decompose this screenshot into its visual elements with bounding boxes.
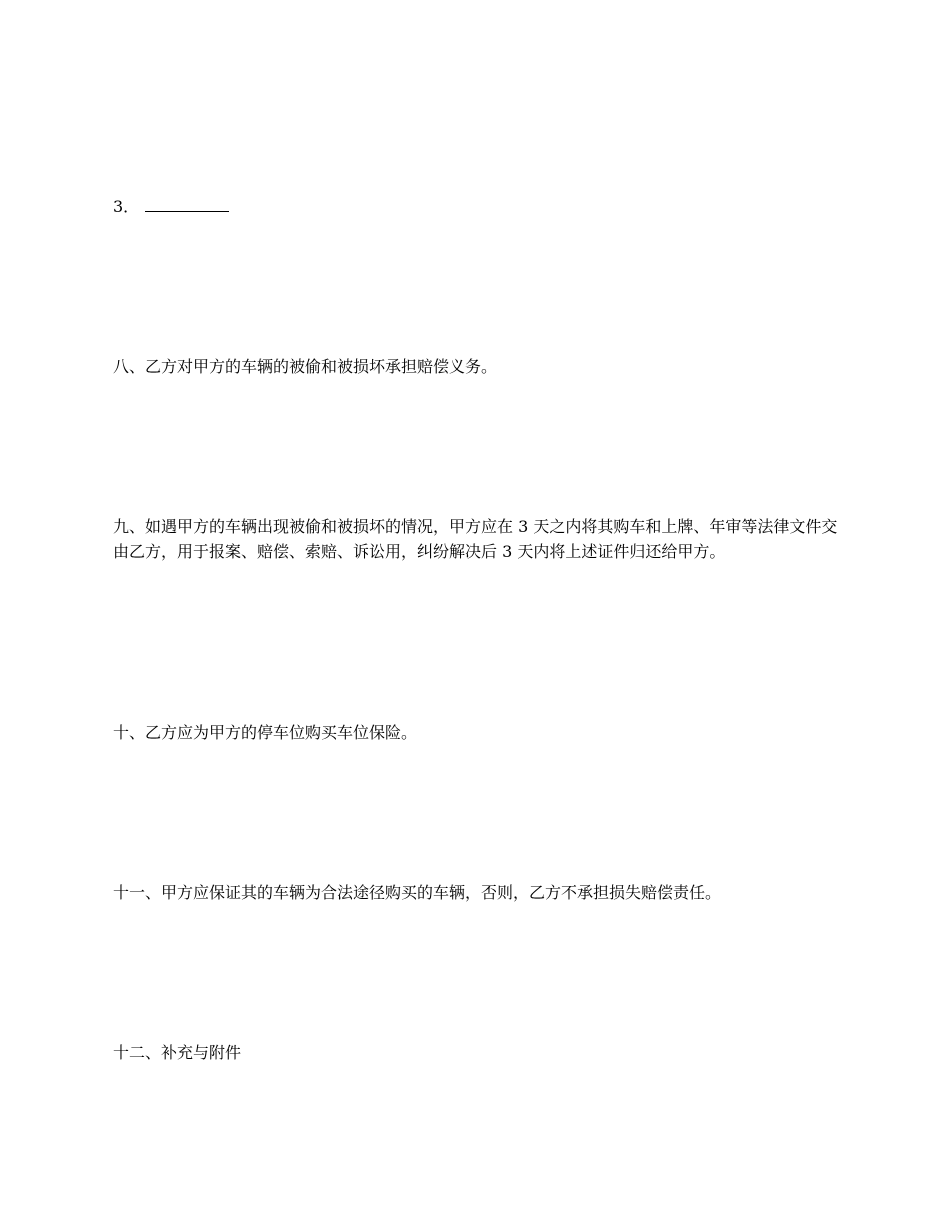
numbered-item-3	[113, 194, 843, 219]
item-3-label: 3．	[113, 197, 140, 216]
clause-10: 十、乙方应为甲方的停车位购买车位保险。	[113, 723, 418, 742]
fill-in-blank-line	[145, 196, 229, 212]
clause-8: 八、乙方对甲方的车辆的被偷和被损坏承担赔偿义务。	[113, 357, 498, 376]
clause-11: 十一、甲方应保证其的车辆为合法途径购买的车辆，否则，乙方不承担损失赔偿责任。	[113, 883, 722, 902]
clause-9: 九、如遇甲方的车辆出现被偷和被损坏的情况，甲方应在 3 天之内将其购车和上牌、年审等法律文件交由乙方，用于报案、赔偿、索赔、诉讼用，纠纷解决后 3 天内将上述证件归还给甲方。	[113, 517, 838, 561]
clause-12: 十二、补充与附件	[113, 1043, 242, 1062]
